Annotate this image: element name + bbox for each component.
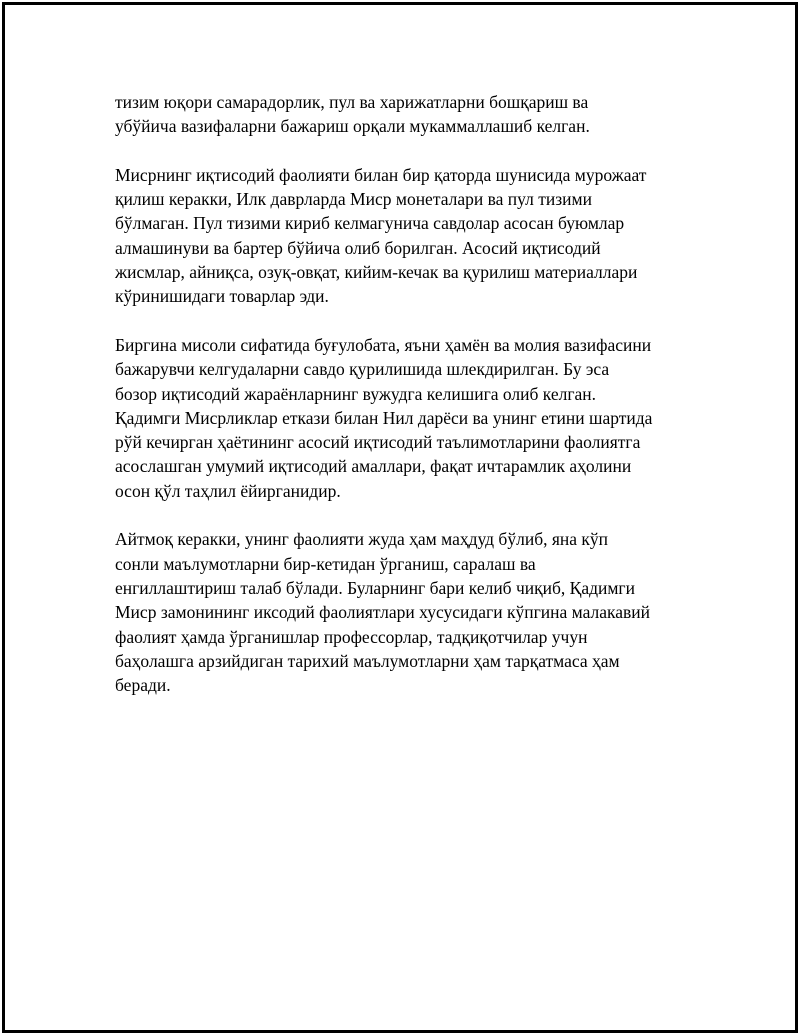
text-line: рўй кечирган ҳаётининг асосий иқтисодий таълимотларини фаолиятга xyxy=(115,432,641,453)
text-line: убўйича вазифаларни бажариш орқали мукаммаллашиб келган. xyxy=(115,116,590,137)
paragraph-3 xyxy=(115,333,705,503)
paragraph-1 xyxy=(115,90,705,139)
text-line: кўринишидаги товарлар эди. xyxy=(115,286,329,307)
text-line: беради. xyxy=(115,675,171,696)
text-line: фаолият ҳамда ўрганишлар профессорлар, тадқиқотчилар учун xyxy=(115,626,588,647)
text-line: Биргина мисоли сифатида буғулобата, яъни ҳамён ва молия вазифасини xyxy=(115,334,652,355)
text-line: алмашинуви ва бартер бўйича олиб борилган. Асосий иқтисодий xyxy=(115,237,601,258)
paragraph-4 xyxy=(115,527,705,697)
text-line: Қадимги Мисрликлар еткази билан Нил дарёси ва унинг етини шартида xyxy=(115,407,653,428)
text-line: жисмлар, айниқса, озуқ-овқат, кийим-кечак ва қурилиш материаллари xyxy=(115,262,638,283)
text-line: қилиш керакки, Илк даврларда Миср монеталари ва пул тизими xyxy=(115,189,592,210)
text-line: Мисрнинг иқтисодий фаолияти билан бир қаторда шунисида мурожаат xyxy=(115,164,647,185)
text-line: осон қўл таҳлил ёйирганидир. xyxy=(115,480,341,501)
text-line: Миср замонининг иксодий фаолиятлари хусусидаги кўпгина малакавий xyxy=(115,602,651,623)
paragraph-2 xyxy=(115,163,705,309)
text-line: сонли маълумотларни бир-кетидан ўрганиш, саралаш ва xyxy=(115,553,536,574)
document-body xyxy=(115,90,705,722)
text-line: баҳолашга арзийдиган тарихий маълумотларни ҳам тарқатмаса ҳам xyxy=(115,650,620,671)
text-line: енгиллаштириш талаб бўлади. Буларнинг бари келиб чиқиб, Қадимги xyxy=(115,577,635,598)
text-line: бажарувчи келгудаларни савдо қурилишида шлекдирилган. Бу эса xyxy=(115,359,610,380)
text-line: тизим юқори самарадорлик, пул ва харижатларни бошқариш ва xyxy=(115,92,589,112)
text-line: бозор иқтисодий жараёнларнинг вужудга келишига олиб келган. xyxy=(115,383,597,404)
text-line: асослашган умумий иқтисодий амаллари, фақат ичтарамлик аҳолини xyxy=(115,456,632,477)
text-line: Айтмоқ керакки, унинг фаолияти жуда ҳам маҳдуд бўлиб, яна кўп xyxy=(115,529,609,550)
text-line: бўлмаган. Пул тизими кириб келмагунича савдолар асосан буюмлар xyxy=(115,213,625,234)
